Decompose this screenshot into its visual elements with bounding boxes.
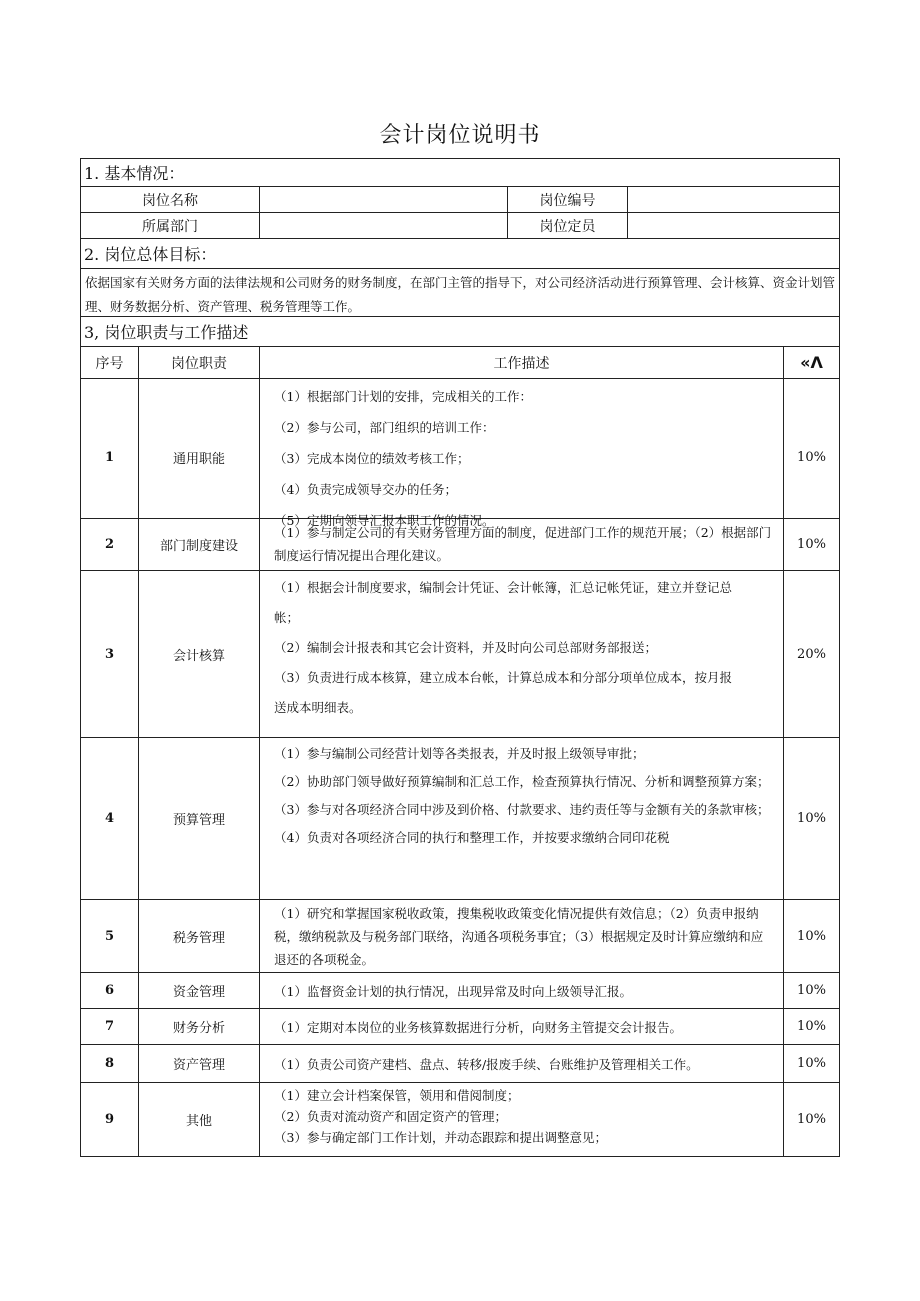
duty-description bbox=[260, 1009, 784, 1044]
department-value bbox=[260, 213, 508, 238]
description-line: （2）编制会计报表和其它会计资料，并及时向公司总部财务部报送； bbox=[274, 640, 657, 655]
duty-description bbox=[260, 900, 784, 972]
duty-description bbox=[260, 519, 784, 570]
row-number: 9 bbox=[81, 1083, 139, 1156]
duty-row bbox=[81, 900, 839, 973]
duty-description bbox=[260, 379, 784, 536]
duty-table-header bbox=[81, 347, 839, 379]
description-line: （3）负责进行成本核算，建立成本台帐，计算总成本和分部分项单位成本，按月报 bbox=[274, 670, 732, 685]
job-name-value bbox=[260, 187, 508, 212]
description-line: （3）参与对各项经济合同中涉及到价格、付款要求、违约责任等与金额有关的条款审核； bbox=[274, 802, 770, 817]
duty-weight: 10% bbox=[797, 928, 826, 944]
description-line: （1）定期对本岗位的业务核算数据进行分析，向财务主管提交会计报告。 bbox=[274, 1019, 682, 1035]
section3-heading: 3, 岗位职责与工作描述 bbox=[81, 317, 839, 347]
description-line: （1）建立会计档案保管，领用和借阅制度； bbox=[274, 1088, 520, 1103]
duty-description bbox=[260, 738, 784, 899]
duty-weight: 10% bbox=[797, 1112, 826, 1127]
job-name-label: 岗位名称 bbox=[81, 187, 260, 212]
department-label: 所属部门 bbox=[81, 213, 260, 238]
section1-heading: 1. 基本情况： bbox=[81, 159, 839, 187]
description-line: （4）负责对各项经济合同的执行和整理工作，并按要求缴纳合同印花税 bbox=[274, 830, 670, 845]
description-line: 帐； bbox=[274, 610, 300, 625]
duty-row bbox=[81, 973, 839, 1009]
duty-description bbox=[260, 973, 784, 1008]
description-line: 送成本明细表。 bbox=[274, 700, 362, 715]
row-number: 1 bbox=[81, 379, 139, 536]
headcount-label: 岗位定员 bbox=[508, 213, 628, 238]
job-code-label: 岗位编号 bbox=[508, 187, 628, 212]
info-row-1 bbox=[81, 187, 839, 213]
description-line: （1）监督资金计划的执行情况，出现异常及时向上级领导汇报。 bbox=[274, 983, 632, 999]
overall-goal-text: 依据国家有关财务方面的法律法规和公司财务的财务制度，在部门主管的指导下，对公司经济活动进行预算管理、会计核算、资金计划管理、财务数据分析、资产管理、税务管理等工作。 bbox=[81, 269, 839, 317]
duty-name: 预算管理 bbox=[139, 738, 260, 899]
description-line: （3）完成本岗位的绩效考核工作； bbox=[274, 451, 470, 466]
header-description: 工作描述 bbox=[260, 347, 784, 378]
duty-name: 资金管理 bbox=[139, 973, 260, 1008]
description-line: （3）参与确定部门工作计划，并动态跟踪和提出调整意见； bbox=[274, 1130, 607, 1145]
row-number: 3 bbox=[81, 571, 139, 737]
duty-weight: 10% bbox=[797, 811, 826, 826]
row-number: 7 bbox=[81, 1009, 139, 1044]
job-description-table bbox=[80, 158, 840, 1157]
duty-name: 其他 bbox=[139, 1083, 260, 1156]
duty-name: 财务分析 bbox=[139, 1009, 260, 1044]
header-weight: «Λ bbox=[800, 353, 823, 372]
description-line: （1）参与制定公司的有关财务管理方面的制度，促进部门工作的规范开展；（2）根据部门制度运行情况提出合理化建议。 bbox=[274, 525, 772, 563]
description-line: （2）参与公司，部门组织的培训工作： bbox=[274, 420, 495, 435]
header-duty: 岗位职责 bbox=[139, 347, 260, 378]
duty-weight: 10% bbox=[797, 1019, 826, 1034]
document-title: 会计岗位说明书 bbox=[379, 123, 541, 148]
duty-row bbox=[81, 1045, 839, 1083]
duty-weight: 10% bbox=[797, 450, 826, 465]
description-line: （1）研究和掌握国家税收政策，搜集税收政策变化情况提供有效信息；（2）负责申报纳税，缴纳税款及与税务部门联络，沟通各项税务事宜；（3）根据规定及时计算应缴纳和应退还的各项税金。 bbox=[274, 906, 764, 967]
duty-row bbox=[81, 571, 839, 738]
description-line: （1）负责公司资产建档、盘点、转移/报废手续、台账维护及管理相关工作。 bbox=[274, 1056, 699, 1072]
row-number: 4 bbox=[81, 738, 139, 899]
description-line: （1）根据部门计划的安排，完成相关的工作： bbox=[274, 389, 532, 404]
description-line: （5）定期向领导汇报本职工作的情况。 bbox=[274, 513, 495, 528]
duty-row bbox=[81, 519, 839, 571]
duty-description bbox=[260, 1083, 784, 1156]
duty-name: 会计核算 bbox=[139, 571, 260, 737]
duty-row bbox=[81, 738, 839, 900]
header-no: 序号 bbox=[81, 347, 139, 378]
duty-row bbox=[81, 1009, 839, 1045]
row-number: 2 bbox=[81, 519, 139, 570]
description-line: （2）协助部门领导做好预算编制和汇总工作，检查预算执行情况、分析和调整预算方案； bbox=[274, 774, 770, 789]
duty-weight: 10% bbox=[797, 1056, 826, 1071]
duty-name: 部门制度建设 bbox=[139, 519, 260, 570]
duty-description bbox=[260, 571, 784, 737]
row-number: 5 bbox=[81, 900, 139, 972]
duty-name: 税务管理 bbox=[139, 900, 260, 972]
duty-description bbox=[260, 1045, 784, 1082]
job-code-value bbox=[628, 187, 839, 212]
info-row-2 bbox=[81, 213, 839, 239]
description-line: （2）负责对流动资产和固定资产的管理； bbox=[274, 1109, 507, 1124]
duty-name: 资产管理 bbox=[139, 1045, 260, 1082]
headcount-value bbox=[628, 213, 839, 238]
row-number: 6 bbox=[81, 973, 139, 1008]
duty-weight: 20% bbox=[797, 646, 826, 662]
duty-weight: 10% bbox=[797, 537, 826, 552]
duty-name: 通用职能 bbox=[139, 379, 260, 536]
duty-row bbox=[81, 379, 839, 528]
duty-row bbox=[81, 1083, 839, 1156]
description-line: （1）根据会计制度要求，编制会计凭证、会计帐簿，汇总记帐凭证，建立并登记总 bbox=[274, 580, 732, 595]
row-number: 8 bbox=[81, 1045, 139, 1082]
section2-heading: 2. 岗位总体目标： bbox=[81, 239, 839, 269]
duty-weight: 10% bbox=[797, 983, 826, 998]
description-line: （1）参与编制公司经营计划等各类报表，并及时报上级领导审批； bbox=[274, 746, 645, 761]
description-line: （4）负责完成领导交办的任务； bbox=[274, 482, 457, 497]
